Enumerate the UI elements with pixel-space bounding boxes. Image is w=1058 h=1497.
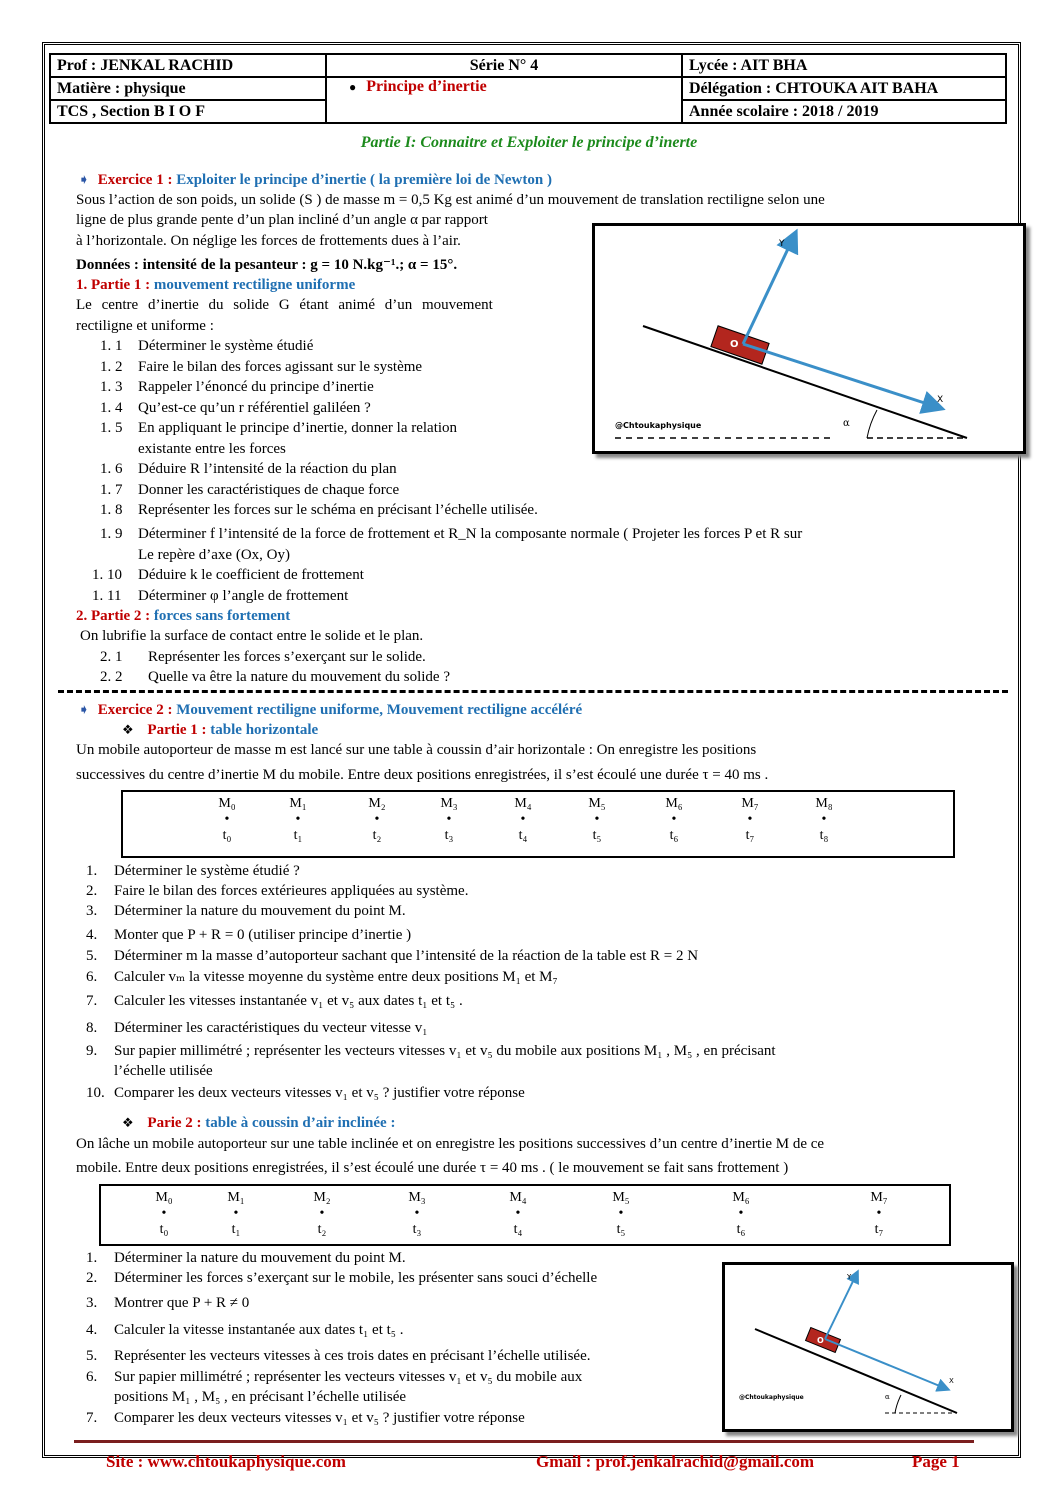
ex2-text3: On lâche un mobile autoporteur sur une table inclinée et on enregistre les positions successives d’un centre d’inertie M de ce <box>76 1136 825 1152</box>
x-axis-arrow <box>743 344 940 408</box>
position-label: M₀ <box>155 1190 173 1205</box>
ex2-p2-title: table à coussin d’air inclinée : <box>205 1115 396 1131</box>
ex1-intro1: Sous l’action de son poids, un solide (S ) de masse m = 0,5 Kg est animé d’un mouvement de translation rectiligne selon une <box>76 192 825 208</box>
question-text: positions M₁ , M₅ , en précisant l’échelle utilisée <box>114 1389 407 1405</box>
footer-page: Page 1 <box>912 1452 960 1471</box>
dot-icon: • <box>319 1206 325 1221</box>
question-text: Calculer la vitesse instantanée aux dates t₁ et t₅ . <box>114 1322 404 1338</box>
ex1-p2-question <box>100 667 450 687</box>
dot-icon: • <box>515 1206 521 1221</box>
ex2-p2-question <box>86 1346 590 1366</box>
header-serie: Série N° 4 <box>326 54 682 77</box>
ex1-title: Exploiter le principe d’inertie ( la première loi de Newton ) <box>176 172 552 188</box>
ex1-question <box>100 377 374 397</box>
x-axis-arrow <box>825 1339 947 1389</box>
ex1-question <box>100 439 286 459</box>
question-text: existante entre les forces <box>138 441 286 457</box>
time-label: t₅ <box>592 828 602 843</box>
ex1-p2-question <box>100 647 426 667</box>
ex1-question <box>92 586 348 606</box>
question-number: 3. <box>86 903 98 919</box>
question-text: Montrer que P + R ≠ 0 <box>114 1295 250 1311</box>
question-number: 1. 11 <box>92 588 122 604</box>
question-text: Déterminer la nature du mouvement du point M. <box>114 1250 406 1266</box>
question-text: Déterminer f l’intensité de la force de frottement et R_N la composante normale ( Projeter les forces P et R sur <box>138 526 803 542</box>
y-label: Y <box>847 1273 852 1281</box>
header-lycee: Lycée : AIT BHA <box>682 54 1006 77</box>
question-text: Comparer les deux vecteurs vitesses v₁ et v₅ ? justifier votre réponse <box>114 1410 525 1426</box>
recording-point <box>503 796 543 844</box>
question-text: Déterminer le système étudié ? <box>114 863 300 879</box>
solid-block <box>711 326 769 364</box>
ex1-question <box>100 480 399 500</box>
ex1-p2-label: 2. Partie 2 : <box>76 608 151 624</box>
dot-icon: • <box>821 812 827 827</box>
ex1-question <box>100 459 397 479</box>
diamond-bullet-icon: ❖ <box>122 722 134 737</box>
dot-icon: • <box>374 812 380 827</box>
question-number: 4. <box>86 1322 98 1338</box>
ex2-p1-label: Partie 1 : <box>147 722 207 738</box>
dot-icon: • <box>594 812 600 827</box>
question-number: 1. 10 <box>92 567 122 583</box>
ex1-p1-text2: rectiligne et uniforme : <box>76 318 214 334</box>
header-prof: Prof : JENKAL RACHID <box>50 54 326 77</box>
y-axis-arrow <box>743 234 795 344</box>
question-text: Représenter les forces s’exerçant sur le solide. <box>148 649 426 665</box>
ex2-text2: successives du centre d’inertie M du mobile. Entre deux positions enregistrées, il s’est écoulé une durée τ = 40 ms . <box>76 767 769 783</box>
inclined-table-diagram <box>725 1265 1011 1429</box>
position-label: M₁ <box>227 1190 245 1205</box>
question-text: Donner les caractéristiques de chaque force <box>138 482 400 498</box>
question-number: 8. <box>86 1020 98 1036</box>
ex1-p2-title: forces sans fortement <box>153 608 291 624</box>
position-label: M₅ <box>612 1190 630 1205</box>
ex1-question <box>100 545 290 565</box>
watermark: @Chtoukaphysique <box>615 421 702 430</box>
ex2-p2-heading <box>122 1113 395 1133</box>
question-number: 2. 1 <box>100 649 123 665</box>
ex2-question <box>86 925 411 945</box>
recording-point <box>357 796 397 844</box>
dot-icon: • <box>446 812 452 827</box>
time-label: t₇ <box>745 828 755 843</box>
time-label: t₁ <box>293 828 303 843</box>
position-label: M₅ <box>588 796 606 811</box>
ex2-p1-title: table horizontale <box>210 722 319 738</box>
ex1-question <box>100 524 802 544</box>
dot-icon: • <box>224 812 230 827</box>
question-text: Déduire k le coefficient de frottement <box>138 567 364 583</box>
time-label: t₃ <box>412 1222 422 1237</box>
ex2-question <box>86 1018 427 1038</box>
header-matiere: Matière : physique <box>50 77 326 100</box>
ex2-label: Exercice 2 : <box>97 702 173 718</box>
ex2-p2-question <box>86 1293 249 1313</box>
question-text: Faire le bilan des forces extérieures appliquées au système. <box>114 883 469 899</box>
ex1-question <box>100 357 422 377</box>
ex2-text1: Un mobile autoporteur de masse m est lancé sur une table à coussin d’air horizontale : On enregistre les positions <box>76 742 757 758</box>
recording-1 <box>121 790 955 858</box>
recording-point <box>498 1190 538 1238</box>
question-text: Quelle va être la nature du mouvement du solide ? <box>148 669 450 685</box>
ex1-question <box>100 398 371 418</box>
recording-point <box>144 1190 184 1238</box>
time-label: t₆ <box>736 1222 746 1237</box>
recording-point <box>804 796 844 844</box>
ex2-p2-question <box>86 1268 597 1288</box>
ex1-p1-label: 1. Partie 1 : <box>76 277 151 293</box>
dot-icon: • <box>747 812 753 827</box>
ex2-question <box>86 991 463 1011</box>
question-text: Comparer les deux vecteurs vitesses v₁ et v₅ ? justifier votre réponse <box>114 1085 525 1101</box>
ex1-question <box>100 418 457 438</box>
ex2-heading <box>78 700 582 721</box>
position-label: M₈ <box>815 796 833 811</box>
dot-icon: • <box>520 812 526 827</box>
header-theme: Principe d’inertie <box>366 78 487 95</box>
diamond-bullet-icon: ❖ <box>122 1115 134 1130</box>
ex1-heading <box>78 170 552 191</box>
time-label: t₅ <box>616 1222 626 1237</box>
question-number: 1. <box>86 1250 98 1266</box>
position-label: M₂ <box>368 796 386 811</box>
time-label: t₀ <box>222 828 232 843</box>
y-axis-arrow <box>825 1273 857 1339</box>
question-number: 2. 2 <box>100 669 123 685</box>
ex2-p2-question <box>86 1387 406 1407</box>
recording-point <box>654 796 694 844</box>
question-text: Rappeler l’énoncé du principe d’inertie <box>138 379 374 395</box>
question-number: 1. 5 <box>100 420 123 436</box>
question-text: Calculer les vitesses instantanée v₁ et v₅ aux dates t₁ et t₅ . <box>114 993 463 1009</box>
time-label: t₂ <box>317 1222 327 1237</box>
recording-point <box>577 796 617 844</box>
question-text: Faire le bilan des forces agissant sur le système <box>138 359 423 375</box>
ex1-question <box>100 336 313 356</box>
question-number: 6. <box>86 1369 98 1385</box>
recording-point <box>397 1190 437 1238</box>
question-text: Déterminer φ l’angle de frottement <box>138 588 349 604</box>
ex2-question <box>86 861 300 881</box>
ex2-question <box>86 1061 213 1081</box>
time-label: t₄ <box>513 1222 523 1237</box>
position-label: M₇ <box>741 796 759 811</box>
watermark: @Chtoukaphysique <box>739 1394 804 1401</box>
question-number: 9. <box>86 1043 98 1059</box>
ex2-p2-question <box>86 1320 404 1340</box>
header-delegation: Délégation : CHTOUKA AIT BAHA <box>682 77 1006 100</box>
ex2-p2-question <box>86 1367 582 1387</box>
dot-icon: • <box>738 1206 744 1221</box>
question-number: 7. <box>86 1410 98 1426</box>
ex1-p2-text: On lubrifie la surface de contact entre le solide et le plan. <box>80 628 424 644</box>
question-text: Sur papier millimétré ; représenter les vecteurs vitesses v₁ et v₅ du mobile aux <box>114 1369 583 1385</box>
position-label: M₁ <box>289 796 307 811</box>
question-number: 1. <box>86 863 98 879</box>
footer-site[interactable]: Site : www.chtoukaphysique.com <box>106 1452 346 1471</box>
ex2-p1-heading <box>122 720 318 740</box>
position-label: M₃ <box>440 796 458 811</box>
ex1-figure <box>592 223 1026 454</box>
position-label: M₃ <box>408 1190 426 1205</box>
footer-rule <box>74 1440 974 1443</box>
ex1-intro2: ligne de plus grande pente d’un plan incliné d’un angle α par rapport <box>76 212 488 228</box>
recording-point <box>302 1190 342 1238</box>
ex2-question <box>86 901 406 921</box>
recording-point <box>601 1190 641 1238</box>
ex2-title: Mouvement rectiligne uniforme, Mouvement rectiligne accéléré <box>176 702 583 718</box>
dot-icon: • <box>671 812 677 827</box>
header-table <box>49 53 1007 124</box>
bullet-icon: ● <box>349 80 357 94</box>
question-number: 2. <box>86 883 98 899</box>
ex1-question <box>100 500 538 520</box>
question-number: 10. <box>86 1085 105 1101</box>
question-text: Le repère d’axe (Ox, Oy) <box>138 547 290 563</box>
position-label: M₄ <box>514 796 532 811</box>
question-number: 1. 8 <box>100 502 123 518</box>
ex2-question <box>86 1041 776 1061</box>
ex1-p1-title: mouvement rectiligne uniforme <box>153 277 356 293</box>
time-label: t₈ <box>819 828 829 843</box>
question-number: 1. 3 <box>100 379 123 395</box>
o-label: O <box>730 339 739 350</box>
time-label: t₁ <box>231 1222 241 1237</box>
ex2-p2-question <box>86 1248 406 1268</box>
separator <box>58 690 1008 693</box>
ex2-p2-label: Parie 2 : <box>147 1115 202 1131</box>
arrow-bullet-icon: ➧ <box>78 703 90 718</box>
question-number: 5. <box>86 948 98 964</box>
ex2-question <box>86 881 468 901</box>
question-number: 1. 1 <box>100 338 123 354</box>
recording-point <box>216 1190 256 1238</box>
x-label: X <box>949 1377 954 1385</box>
position-label: M₇ <box>870 1190 888 1205</box>
question-number: 1. 7 <box>100 482 123 498</box>
recording-point <box>730 796 770 844</box>
question-number: 3. <box>86 1295 98 1311</box>
question-text: Déterminer m la masse d’autoporteur sachant que l’intensité de la réaction de la table est R = 2 N <box>114 948 699 964</box>
header-annee: Année scolaire : 2018 / 2019 <box>682 100 1006 123</box>
position-label: M₆ <box>732 1190 750 1205</box>
position-label: M₆ <box>665 796 683 811</box>
ex1-donnees: Données : intensité de la pesanteur : g = 10 N.kg⁻¹.; α = 15°. <box>76 257 458 273</box>
recording-point <box>721 1190 761 1238</box>
dot-icon: • <box>618 1206 624 1221</box>
ex1-label: Exercice 1 : <box>97 172 173 188</box>
question-text: Déterminer la nature du mouvement du point M. <box>114 903 406 919</box>
dot-icon: • <box>161 1206 167 1221</box>
recording-point <box>278 796 318 844</box>
question-number: 7. <box>86 993 98 1009</box>
position-label: M₄ <box>509 1190 527 1205</box>
partie-title: Partie I: Connaitre et Exploiter le principe d’inerte <box>360 134 698 151</box>
question-text: Déterminer le système étudié <box>138 338 314 354</box>
position-label: M₀ <box>218 796 236 811</box>
question-number: 1. 9 <box>100 526 123 542</box>
y-label: Y <box>779 239 785 249</box>
dot-icon: • <box>414 1206 420 1221</box>
ex1-partie2-heading <box>76 606 290 626</box>
question-text: Déduire R l’intensité de la réaction du plan <box>138 461 397 477</box>
question-text: Monter que P + R = 0 (utiliser principe d’inertie ) <box>114 927 412 943</box>
header-section: TCS , Section B I O F <box>50 100 326 123</box>
time-label: t₀ <box>159 1222 169 1237</box>
dot-icon: • <box>295 812 301 827</box>
x-label: X <box>937 395 944 405</box>
ex2-figure <box>722 1262 1014 1432</box>
question-number: 1. 6 <box>100 461 123 477</box>
time-label: t₂ <box>372 828 382 843</box>
dot-icon: • <box>233 1206 239 1221</box>
alpha-label: α <box>885 1393 890 1401</box>
question-text: En appliquant le principe d’inertie, donner la relation <box>138 420 458 436</box>
question-number: 6. <box>86 969 98 985</box>
ex1-question <box>92 565 364 585</box>
arrow-bullet-icon: ➧ <box>78 173 90 188</box>
question-text: Représenter les forces sur le schéma en précisant l’échelle utilisée. <box>138 502 538 518</box>
footer-gmail[interactable]: Gmail : prof.jenkalrachid@gmail.com <box>536 1452 815 1471</box>
time-label: t₇ <box>874 1222 884 1237</box>
question-text: Déterminer les forces s’exerçant sur le mobile, les présenter sans souci d’échelle <box>114 1270 598 1286</box>
recording-2 <box>99 1184 951 1246</box>
inclined-plane-diagram <box>595 226 1023 451</box>
question-number: 1. 4 <box>100 400 123 416</box>
ex1-partie1-heading <box>76 275 355 295</box>
dot-icon: • <box>876 1206 882 1221</box>
ex2-question <box>86 967 558 987</box>
angle-arc <box>895 1395 901 1413</box>
ex2-text4: mobile. Entre deux positions enregistrées, il s’est écoulé une durée τ = 40 ms . ( le mouvement se fait sans frottement ) <box>76 1160 789 1176</box>
question-text: Représenter les vecteurs vitesses à ces trois dates en précisant l’échelle utilisée. <box>114 1348 591 1364</box>
ex2-question <box>86 1083 525 1103</box>
time-label: t₄ <box>518 828 528 843</box>
question-text: Calculer vₘ la vitesse moyenne du système entre deux positions M₁ et M₇ <box>114 969 558 985</box>
ex2-question <box>86 946 698 966</box>
recording-point <box>207 796 247 844</box>
question-number: 5. <box>86 1348 98 1364</box>
ex2-p2-question <box>86 1408 525 1428</box>
question-text: Sur papier millimétré ; représenter les vecteurs vitesses v₁ et v₅ du mobile aux positions M₁ , M₅ , en précisant <box>114 1043 776 1059</box>
ex1-p1-text1: Le centre d’inertie du solide G étant animé d’un mouvement <box>76 297 493 313</box>
question-number: 4. <box>86 927 98 943</box>
ex1-intro3: à l’horizontale. On néglige les forces de frottements dues à l’air. <box>76 233 461 249</box>
question-text: Qu’est-ce qu’un r référentiel galiléen ? <box>138 400 371 416</box>
recording-point <box>429 796 469 844</box>
position-label: M₂ <box>313 1190 331 1205</box>
angle-arc <box>867 410 877 438</box>
question-text: Déterminer les caractéristiques du vecteur vitesse v₁ <box>114 1020 428 1036</box>
question-number: 1. 2 <box>100 359 123 375</box>
alpha-label: α <box>843 418 850 429</box>
recording-point <box>859 1190 899 1238</box>
time-label: t₃ <box>444 828 454 843</box>
time-label: t₆ <box>669 828 679 843</box>
header-theme-cell <box>326 77 682 123</box>
o-label: O <box>817 1336 824 1345</box>
question-number: 2. <box>86 1270 98 1286</box>
question-text: l’échelle utilisée <box>114 1063 213 1079</box>
